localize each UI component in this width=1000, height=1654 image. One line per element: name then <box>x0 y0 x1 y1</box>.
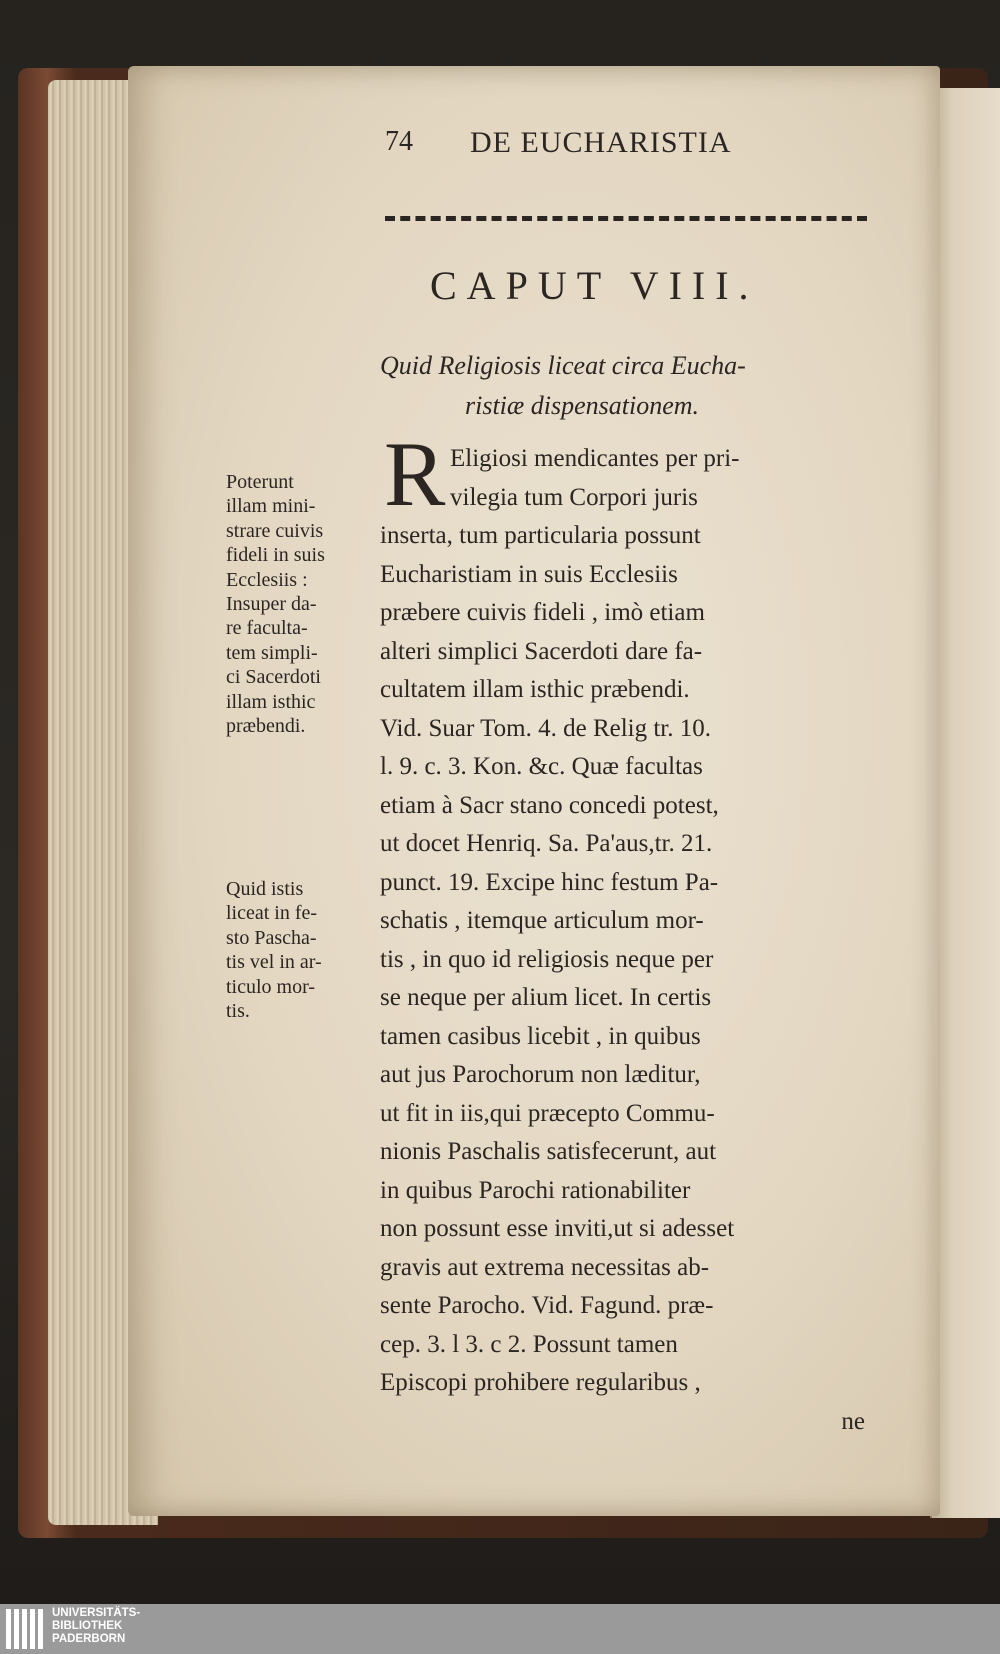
margin-note-line: illam mini- <box>226 495 316 518</box>
text-line: tis , in quo id religiosis neque per <box>380 945 714 973</box>
text-line: aut jus Parochorum non læditur, <box>380 1061 701 1088</box>
margin-note-line: illam isthic <box>226 690 316 713</box>
text-line: alteri simplici Sacerdoti dare fa- <box>380 637 703 665</box>
library-name-line: UNIVERSITÄTS- <box>52 1607 141 1619</box>
text-line: inserta, tum particularia possunt <box>380 522 701 549</box>
library-name-line: PADERBORN <box>52 1633 126 1645</box>
margin-note <box>226 877 386 1023</box>
margin-note-line: ci Sacerdoti <box>226 666 321 689</box>
text-line: ut fit in iis,qui præcepto Commu- <box>380 1099 715 1127</box>
chapter-title: CAPUT VIII. <box>430 263 759 308</box>
drop-cap: R <box>384 423 446 525</box>
margin-note-line: re faculta- <box>226 617 308 640</box>
page-header <box>385 126 805 166</box>
text-line: gravis aut extrema necessitas ab- <box>380 1253 710 1281</box>
margin-note-line: strare cuivis <box>226 519 324 542</box>
text-line: se neque per alium licet. In certis <box>380 984 712 1011</box>
margin-note-line: Poterunt <box>226 471 294 493</box>
margin-note-line: sto Pascha- <box>226 926 317 949</box>
running-title: DE EUCHARISTIA <box>470 126 732 159</box>
text-line: cultatem illam isthic præbendi. <box>380 676 690 703</box>
text-line: punct. 19. Excipe hinc festum Pa- <box>380 868 719 896</box>
text-line: tamen casibus licebit , in quibus <box>380 1022 701 1050</box>
header-rule <box>385 216 867 221</box>
catchword: ne <box>841 1407 865 1435</box>
margin-note-line: liceat in fe- <box>226 902 318 925</box>
page-number: 74 <box>385 126 413 157</box>
text-line: nionis Paschalis satisfecerunt, aut <box>380 1138 717 1165</box>
body-text <box>380 440 870 1441</box>
text-line: sente Parocho. Vid. Fagund. præ- <box>380 1292 714 1319</box>
summary-line: Quid Religiosis liceat circa Eucha- <box>380 351 746 380</box>
text-line: etiam à Sacr stano concedi potest, <box>380 791 719 819</box>
text-line: ut docet Henriq. Sa. Pa'aus,tr. 21. <box>380 830 713 857</box>
margin-note-line: ticulo mor- <box>226 975 316 998</box>
text-line: vilegia tum Corpori juris <box>450 483 698 511</box>
text-line: præbere cuivis fideli , imò etiam <box>380 599 705 626</box>
text-line: Eligiosi mendicantes per pri- <box>450 445 740 472</box>
text-line: l. 9. c. 3. Kon. &c. Quæ facultas <box>380 753 703 780</box>
margin-note-line: præbendi. <box>226 715 306 738</box>
text-line: schatis , itemque articulum mor- <box>380 907 704 934</box>
margin-note-line: fideli in suis <box>226 544 325 567</box>
text-line: cep. 3. l 3. c 2. Possunt tamen <box>380 1330 678 1358</box>
text-line: in quibus Parochi rationabiliter <box>380 1176 691 1204</box>
footer-bar <box>0 1604 1000 1654</box>
summary-line: ristiæ dispensationem. <box>465 391 700 420</box>
text-line: Vid. Suar Tom. 4. de Relig tr. 10. <box>380 714 711 742</box>
library-logo-icon <box>6 1609 44 1649</box>
margin-note-line: Insuper da- <box>226 593 317 616</box>
margin-note-line: Quid istis <box>226 878 304 900</box>
chapter-summary <box>380 346 870 426</box>
margin-note <box>226 470 386 738</box>
library-name <box>52 1607 140 1646</box>
margin-note-line: Ecclesiis : <box>226 568 308 591</box>
text-line: non possunt esse inviti,ut si adesset <box>380 1215 735 1242</box>
margin-note-line: tis. <box>226 1000 250 1023</box>
margin-note-line: tis vel in ar- <box>226 951 322 974</box>
library-name-line: BIBLIOTHEK <box>52 1620 123 1632</box>
facing-page-edge <box>930 88 1000 1518</box>
margin-note-line: tem simpli- <box>226 641 318 664</box>
text-line: Episcopi prohibere regularibus , <box>380 1369 701 1396</box>
text-line: Eucharistiam in suis Ecclesiis <box>380 560 678 588</box>
